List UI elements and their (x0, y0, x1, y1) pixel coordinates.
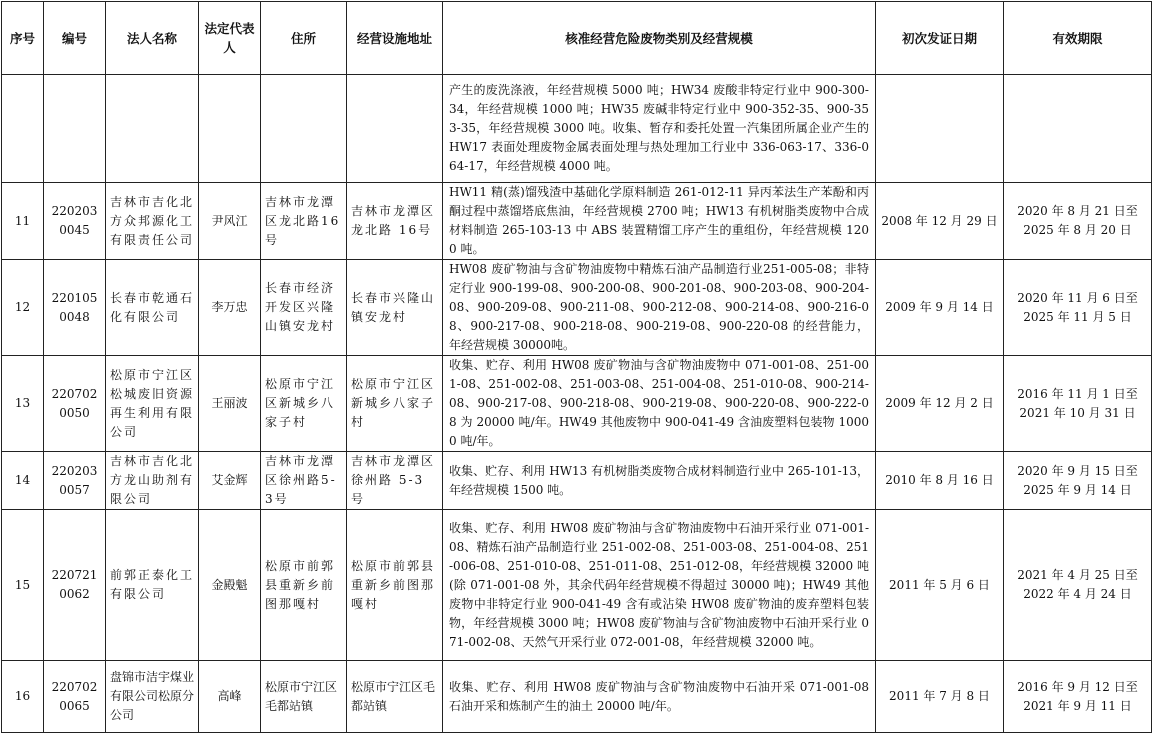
header-site: 经营设施地址 (347, 2, 443, 75)
cell-code: 2207020065 (44, 661, 106, 733)
header-seq: 序号 (2, 2, 44, 75)
table-row (2, 452, 1152, 510)
table-row (2, 661, 1152, 733)
cell-name (106, 75, 199, 183)
table-row (2, 183, 1152, 260)
table-row (2, 260, 1152, 356)
cell-date: 2010 年 8 月 16 日 (876, 452, 1004, 510)
valid-end: 2025 年 9 月 14 日 (1023, 482, 1132, 497)
cell-date: 2009 年 12 月 2 日 (876, 356, 1004, 452)
cell-valid (1004, 260, 1152, 356)
valid-end: 2021 年 10 月 31 日 (1019, 405, 1136, 420)
header-row (2, 2, 1152, 75)
cell-addr: 吉林市龙潭区龙北路16号 (261, 183, 347, 260)
cell-site (347, 75, 443, 183)
cell-date (876, 75, 1004, 183)
cell-site: 吉林市龙潭区徐州路 5-3号 (347, 452, 443, 510)
cell-site: 松原市前郭县重新乡前图那嘎村 (347, 510, 443, 661)
cell-rep: 李万忠 (199, 260, 261, 356)
cell-site: 长春市兴隆山镇安龙村 (347, 260, 443, 356)
valid-start: 2016 年 9 月 12 日至 (1017, 679, 1138, 694)
cell-seq: 15 (2, 510, 44, 661)
header-addr: 住所 (261, 2, 347, 75)
cell-rep: 尹风江 (199, 183, 261, 260)
cell-date: 2009 年 9 月 14 日 (876, 260, 1004, 356)
cell-seq (2, 75, 44, 183)
valid-end: 2025 年 8 月 20 日 (1023, 223, 1132, 237)
cell-valid (1004, 183, 1152, 260)
header-code: 编号 (44, 2, 106, 75)
header-scope: 核准经营危险废物类别及经营规模 (443, 2, 876, 75)
cell-addr (261, 75, 347, 183)
cell-site: 吉林市龙潭区龙北路 16号 (347, 183, 443, 260)
cell-name: 长春市乾通石化有限公司 (106, 260, 199, 356)
valid-end: 2022 年 4 月 24 日 (1023, 587, 1132, 601)
cell-seq: 12 (2, 260, 44, 356)
cell-rep: 王丽波 (199, 356, 261, 452)
cell-scope: 产生的废洗涤液，年经营规模 5000 吨；HW34 废酸非特定行业中 900-300-34，年经营规模 1000 吨；HW35 废碱非特定行业中 900-352-35、900-353-35，年经营规模 3000 吨。收集、暂存和委托处置一汽集团所属企业产生的 HW17 表面处理废物金属表面处理与热处理加工行业中 336-063-17、336-064-17，年经营规模 4000 吨。 (443, 75, 876, 183)
table-row (2, 356, 1152, 452)
cell-rep: 金殿魁 (199, 510, 261, 661)
cell-date: 2008 年 12 月 29 日 (876, 183, 1004, 260)
cell-seq: 11 (2, 183, 44, 260)
valid-start: 2020 年 8 月 21 日至 (1017, 204, 1138, 218)
cell-date: 2011 年 5 月 6 日 (876, 510, 1004, 661)
cell-seq: 14 (2, 452, 44, 510)
valid-start: 2021 年 4 月 25 日至 (1017, 568, 1138, 582)
cell-scope: 收集、贮存、利用 HW08 废矿物油与含矿物油废物中石油开采 071-001-08 石油开采和炼制产生的油土 20000 吨/年。 (443, 661, 876, 733)
valid-start: 2020 年 11 月 6 日至 (1017, 290, 1138, 305)
cell-seq: 16 (2, 661, 44, 733)
cell-name: 吉林市吉化北方龙山助剂有限公司 (106, 452, 199, 510)
cell-scope: HW11 精(蒸)馏残渣中基础化学原料制造 261-012-11 异丙苯法生产苯酚和丙酮过程中蒸馏塔底焦油，年经营规模 2700 吨；HW13 有机树脂类废物中合成材料制造 265-103-13 中 ABS 装置精馏工序产生的重组份，年经营规模 1200 吨。 (443, 183, 876, 260)
cell-name: 盘锦市洁宇煤业有限公司松原分公司 (106, 661, 199, 733)
cell-rep: 艾金辉 (199, 452, 261, 510)
cell-scope: 收集、贮存、利用 HW08 废矿物油与含矿物油废物中石油开采行业 071-001-08、精炼石油产品制造行业 251-002-08、251-003-08、251-004-08、251-006-08、251-010-08、251-011-08、251-012-08，年经营规模 32000 吨(除 071-001-08 外，其余代码年经营规模不得超过 30000 吨)；HW49 其他废物中非特定行业 900-041-49 含有或沾染 HW08 废矿物油的废弃塑料包装物，年经营规模 3000 吨；HW08 废矿物油与含矿物油废物中石油开采行业 071-002-08、天然气开采行业 072-001-08，年经营规模 32000 吨。 (443, 510, 876, 661)
cell-valid (1004, 510, 1152, 661)
cell-code: 2202030045 (44, 183, 106, 260)
cell-name: 吉林市吉化北方众邦源化工有限责任公司 (106, 183, 199, 260)
header-name: 法人名称 (106, 2, 199, 75)
valid-end: 2025 年 11 月 5 日 (1023, 309, 1132, 324)
cell-scope: HW08 废矿物油与含矿物油废物中精炼石油产品制造行业251-005-08；非特定行业 900-199-08、900-200-08、900-201-08、900-203-08、900-204-08、900-209-08、900-211-08、900-212-08、900-214-08、900-216-08、900-217-08、900-218-08、900-219-08、900-220-08 的经营能力，年经营规模 30000吨。 (443, 260, 876, 356)
cell-addr: 长春市经济开发区兴隆山镇安龙村 (261, 260, 347, 356)
valid-end: 2021 年 9 月 11 日 (1023, 698, 1132, 713)
table-row (2, 75, 1152, 183)
cell-scope: 收集、贮存、利用 HW13 有机树脂类废物合成材料制造行业中 265-101-13，年经营规模 1500 吨。 (443, 452, 876, 510)
cell-addr: 松原市宁江区毛都站镇 (261, 661, 347, 733)
cell-name: 前郭正泰化工有限公司 (106, 510, 199, 661)
cell-addr: 吉林市龙潭区徐州路5-3号 (261, 452, 347, 510)
cell-code: 2202030057 (44, 452, 106, 510)
cell-rep (199, 75, 261, 183)
cell-site: 松原市宁江区新城乡八家子村 (347, 356, 443, 452)
cell-name: 松原市宁江区松城废旧资源再生利用有限公司 (106, 356, 199, 452)
cell-valid (1004, 75, 1152, 183)
cell-code: 2207020050 (44, 356, 106, 452)
cell-code: 2201050048 (44, 260, 106, 356)
header-valid: 有效期限 (1004, 2, 1152, 75)
header-date: 初次发证日期 (876, 2, 1004, 75)
header-rep: 法定代表人 (199, 2, 261, 75)
cell-addr: 松原市宁江区新城乡八家子村 (261, 356, 347, 452)
cell-scope: 收集、贮存、利用 HW08 废矿物油与含矿物油废物中 071-001-08、251-001-08、251-002-08、251-003-08、251-004-08、251-010-08、900-214-08、900-217-08、900-218-08、900-219-08、900-220-08、900-222-08 为 20000 吨/年。HW49 其他废物中 900-041-49 含油废塑料包装物 10000 吨/年。 (443, 356, 876, 452)
cell-valid (1004, 661, 1152, 733)
cell-date: 2011 年 7 月 8 日 (876, 661, 1004, 733)
cell-site: 松原市宁江区毛都站镇 (347, 661, 443, 733)
valid-start: 2020 年 9 月 15 日至 (1017, 463, 1138, 478)
cell-valid (1004, 452, 1152, 510)
cell-code: 2207210062 (44, 510, 106, 661)
table-row (2, 510, 1152, 661)
license-table (1, 1, 1152, 733)
cell-addr: 松原市前郭县重新乡前图那嘎村 (261, 510, 347, 661)
cell-rep: 高峰 (199, 661, 261, 733)
cell-seq: 13 (2, 356, 44, 452)
cell-valid (1004, 356, 1152, 452)
cell-code (44, 75, 106, 183)
valid-start: 2016 年 11 月 1 日至 (1017, 386, 1138, 401)
